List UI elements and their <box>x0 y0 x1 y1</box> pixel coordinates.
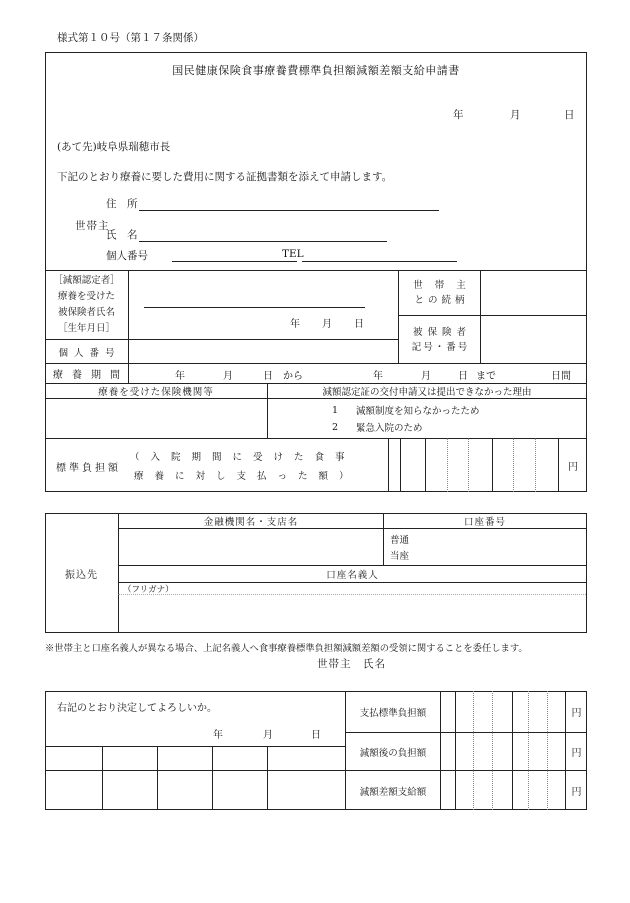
period-to-label: まで <box>476 371 496 382</box>
reason-2-number[interactable]: 2 <box>331 421 339 433</box>
account-holder-name-field[interactable] <box>118 595 586 633</box>
payment-standard-digit[interactable] <box>492 691 512 732</box>
institution-header: 療養を受けた保険機関等 <box>45 383 267 398</box>
burden-amount-digit[interactable] <box>400 438 425 492</box>
account-type-ordinary[interactable]: 普通 <box>390 535 410 546</box>
treatment-period-field[interactable] <box>128 363 586 383</box>
reason-1-number[interactable]: 1 <box>331 404 339 416</box>
approval-stamp-cell[interactable] <box>102 770 157 810</box>
insured-label-line1: 被保険者 <box>412 326 471 338</box>
relation-label-line1: 世帯主 <box>413 280 478 291</box>
difference-amount-yen: 円 <box>571 787 582 798</box>
approval-stamp-cell[interactable] <box>45 746 102 770</box>
difference-amount-digit[interactable] <box>512 770 528 810</box>
personal-number-row-label <box>45 339 128 363</box>
approval-stamp-cell[interactable] <box>267 770 345 810</box>
decision-date-year-label: 年 <box>213 730 223 741</box>
period-days-label: 日間 <box>551 371 571 382</box>
insured-label-line2: 記号・番号 <box>411 341 470 353</box>
personal-number-field[interactable] <box>128 339 398 363</box>
burden-amount-digit[interactable] <box>468 438 492 492</box>
reduced-burden-digit[interactable] <box>547 732 565 770</box>
reduced-burden-label: 減額後の負担額 <box>345 732 440 770</box>
decision-question: 右記のとおり決定してよろしいか。 <box>57 703 217 714</box>
payment-standard-digit[interactable] <box>440 691 455 732</box>
burden-yen-cell <box>558 438 587 492</box>
reduced-burden-digit[interactable] <box>473 732 492 770</box>
account-number-header: 口座番号 <box>383 513 586 528</box>
difference-amount-digit[interactable] <box>547 770 565 810</box>
approval-stamp-cell[interactable] <box>45 770 102 810</box>
account-number-field[interactable] <box>383 528 586 565</box>
burden-amount-digit[interactable] <box>388 438 400 492</box>
burden-paren-line2: 療養に対し支払った額） <box>134 471 360 482</box>
addressee: (あて先)岐阜県瑞穂市長 <box>57 141 171 153</box>
furigana-field[interactable] <box>118 582 586 595</box>
period-day2-label: 日 <box>458 371 468 382</box>
reduced-burden-digit[interactable] <box>492 732 512 770</box>
reduced-burden-digit[interactable] <box>440 732 455 770</box>
reason-1-text: 減額制度を知らなかったため <box>356 406 480 417</box>
period-month1-label: 月 <box>223 371 233 382</box>
patient-birth-month-label: 月 <box>322 319 332 330</box>
approval-stamp-cell[interactable] <box>212 746 267 770</box>
reason-2-text: 緊急入院のため <box>356 423 423 434</box>
reduced-burden-yen: 円 <box>571 748 582 759</box>
tel-label: TEL <box>282 248 304 260</box>
personal-number-row-label-text: 個人番号 <box>58 347 121 359</box>
reduced-burden-digit[interactable] <box>512 732 528 770</box>
transfer-label: 振込先 <box>65 569 98 581</box>
personal-number-label: 個人番号 <box>106 250 148 262</box>
approval-stamp-cell[interactable] <box>157 770 212 810</box>
name-underline[interactable] <box>139 228 387 242</box>
address-underline[interactable] <box>139 197 439 211</box>
address-label: 住 所 <box>106 198 138 210</box>
decision-date-day-label: 日 <box>311 730 321 741</box>
approval-stamp-cell[interactable] <box>157 746 212 770</box>
payment-standard-label: 支払標準負担額 <box>345 691 440 732</box>
burden-amount-digit[interactable] <box>492 438 513 492</box>
patient-label-line4: ［生年月日］ <box>57 323 115 334</box>
period-year1-label: 年 <box>175 371 185 382</box>
delegation-note: ※世帯主と口座名義人が異なる場合、上記名義人へ食事療養標準負担額減額差額の受領に関することを委任します。 <box>45 643 528 654</box>
relation-field[interactable] <box>480 270 586 315</box>
approval-stamp-cell[interactable] <box>267 746 345 770</box>
insured-number-label <box>398 315 480 363</box>
period-from-label: から <box>283 371 303 382</box>
form-title: 国民健康保険食事療養費標準負担額減額差額支給申請書 <box>172 64 460 77</box>
date-day-label: 日 <box>564 109 575 121</box>
tel-underline[interactable] <box>302 249 457 262</box>
bank-header: 金融機関名・支店名 <box>118 513 383 528</box>
difference-amount-digit[interactable] <box>528 770 547 810</box>
insured-number-field[interactable] <box>480 315 586 363</box>
period-month2-label: 月 <box>421 371 431 382</box>
payment-standard-yen: 円 <box>571 708 582 719</box>
reason-header: 減額認定証の交付申請又は提出できなかった理由 <box>267 383 586 398</box>
reason-option-2[interactable] <box>328 420 423 434</box>
payment-standard-yen-cell <box>565 691 587 732</box>
period-day1-label: 日 <box>263 371 273 382</box>
treatment-period-label-text: 療養期間 <box>53 370 129 381</box>
relation-label <box>398 270 480 315</box>
burden-amount-digit[interactable] <box>513 438 535 492</box>
payment-standard-digit[interactable] <box>528 691 547 732</box>
patient-label-line2: 療養を受けた <box>57 291 115 302</box>
reason-option-1[interactable] <box>328 403 480 417</box>
patient-name-underline[interactable] <box>144 294 365 308</box>
reduced-burden-digit[interactable] <box>455 732 473 770</box>
difference-amount-digit[interactable] <box>473 770 492 810</box>
householder-signature-label: 世帯主 氏名 <box>317 658 386 670</box>
intro-text: 下記のとおり療養に要した費用に関する証拠書類を添えて申請します。 <box>57 171 393 183</box>
difference-amount-digit[interactable] <box>455 770 473 810</box>
account-holder-header: 口座名義人 <box>118 565 586 582</box>
approval-stamp-cell[interactable] <box>102 746 157 770</box>
reduced-burden-digit[interactable] <box>528 732 547 770</box>
bank-name-field[interactable] <box>118 528 383 565</box>
burden-paren-line1: （入院期間に受けた食事 <box>130 452 356 463</box>
decision-date-month-label: 月 <box>263 730 273 741</box>
date-month-label: 月 <box>510 109 521 121</box>
approval-stamp-cell[interactable] <box>212 770 267 810</box>
treatment-period-label <box>45 363 128 383</box>
name-label: 氏 名 <box>106 229 138 241</box>
payment-standard-digit[interactable] <box>473 691 492 732</box>
patient-birth-day-label: 日 <box>354 319 364 330</box>
difference-amount-digit[interactable] <box>440 770 455 810</box>
form-number: 様式第１０号（第１７条関係） <box>57 32 204 44</box>
relation-label-line2: との続柄 <box>414 295 469 306</box>
burden-amount-digit[interactable] <box>425 438 447 492</box>
reason-options <box>267 398 586 438</box>
transfer-label-cell <box>45 513 118 633</box>
payment-standard-digit[interactable] <box>512 691 528 732</box>
difference-amount-yen-cell <box>565 770 587 810</box>
furigana-label: （フリガナ） <box>123 584 174 595</box>
householder-label: 世帯主 <box>75 220 110 232</box>
personal-number-underline[interactable] <box>172 249 297 262</box>
institution-field[interactable] <box>45 398 267 438</box>
burden-amount-digit[interactable] <box>535 438 558 492</box>
reduced-burden-yen-cell <box>565 732 587 770</box>
patient-label-line3: 被保険者氏名 <box>57 307 115 318</box>
account-type-current[interactable]: 当座 <box>390 551 410 562</box>
payment-standard-digit[interactable] <box>455 691 473 732</box>
difference-amount-digit[interactable] <box>492 770 512 810</box>
patient-label-line1: ［減額認定者］ <box>53 275 120 286</box>
patient-info-label <box>45 270 128 339</box>
standard-burden-label: 標準負担額 <box>56 463 121 474</box>
burden-amount-digit[interactable] <box>447 438 468 492</box>
patient-birth-year-label: 年 <box>290 319 300 330</box>
period-year2-label: 年 <box>373 371 383 382</box>
burden-yen-label: 円 <box>568 462 578 473</box>
difference-amount-label: 減額差額支給額 <box>345 770 440 810</box>
date-year-label: 年 <box>453 109 464 121</box>
payment-standard-digit[interactable] <box>547 691 565 732</box>
